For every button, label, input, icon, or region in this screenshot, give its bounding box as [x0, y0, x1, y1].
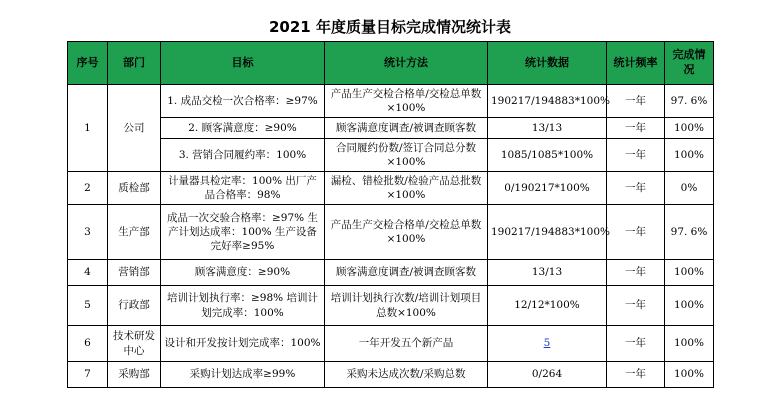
row-result: 97. 6%: [665, 205, 714, 260]
row-result: 100%: [665, 260, 714, 286]
row-result: 100%: [665, 286, 714, 326]
row-result: 100%: [665, 362, 714, 388]
row-goal: 成品一次交验合格率：≥97% 生产计划达成率：100% 生产设备完好率≥95%: [161, 205, 325, 260]
header-frequency: 统计频率: [607, 42, 665, 85]
row-method: 顾客满意度调查/被调查顾客数: [325, 260, 488, 286]
row-dept: 行政部: [108, 286, 161, 326]
table-header-row: [68, 42, 714, 85]
row-data: [488, 326, 607, 362]
row-number: 6: [68, 326, 108, 362]
header-result: 完成情况: [665, 42, 714, 85]
table-row: [68, 172, 714, 205]
row-frequency: 一年: [607, 118, 665, 139]
row-result: 100%: [665, 139, 714, 172]
row-frequency: 一年: [607, 260, 665, 286]
row-goal: 计量器具检定率：100% 出厂产品合格率：98%: [161, 172, 325, 205]
row-data: 12/12*100%: [488, 286, 607, 326]
row-goal: 顾客满意度：≥90%: [161, 260, 325, 286]
row-number: 4: [68, 260, 108, 286]
table-row: [68, 205, 714, 260]
row-goal: 2. 顾客满意度：≥90%: [161, 118, 325, 139]
row-goal: 3. 营销合同履约率：100%: [161, 139, 325, 172]
row-goal: 采购计划达成率≥99%: [161, 362, 325, 388]
row-dept: 公司: [108, 85, 161, 172]
row-method: 产品生产交检合格单/交检总单数×100%: [325, 85, 488, 118]
row-result: 97. 6%: [665, 85, 714, 118]
row-frequency: 一年: [607, 286, 665, 326]
row-data: 13/13: [488, 260, 607, 286]
row-number: 2: [68, 172, 108, 205]
table-row: [68, 139, 714, 172]
row-method: 一年开发五个新产品: [325, 326, 488, 362]
header-no: 序号: [68, 42, 108, 85]
table-row: [68, 362, 714, 388]
row-result: 100%: [665, 326, 714, 362]
row-number: 3: [68, 205, 108, 260]
row-method: 合同履约份数/签订合同总分数×100%: [325, 139, 488, 172]
row-data: 0/264: [488, 362, 607, 388]
row-frequency: 一年: [607, 362, 665, 388]
table-row: [68, 286, 714, 326]
row-data: 190217/194883*100%: [488, 205, 607, 260]
row-method: 顾客满意度调查/被调查顾客数: [325, 118, 488, 139]
header-dept: 部门: [108, 42, 161, 85]
table-row: [68, 118, 714, 139]
row-data: 0/190217*100%: [488, 172, 607, 205]
row-method: 采购未达成次数/采购总数: [325, 362, 488, 388]
row-data: 190217/194883*100%: [488, 85, 607, 118]
row-result: 100%: [665, 118, 714, 139]
table-row: [68, 85, 714, 118]
row-frequency: 一年: [607, 205, 665, 260]
row-result: 0%: [665, 172, 714, 205]
row-frequency: 一年: [607, 172, 665, 205]
header-method: 统计方法: [325, 42, 488, 85]
row-goal: 培训计划执行率：≥98% 培训计划完成率：100%: [161, 286, 325, 326]
row-number: 5: [68, 286, 108, 326]
row-frequency: 一年: [607, 139, 665, 172]
row-data: 13/13: [488, 118, 607, 139]
table-row: [68, 260, 714, 286]
row-dept: 营销部: [108, 260, 161, 286]
row-method: 培训计划执行次数/培训计划项目总数×100%: [325, 286, 488, 326]
row-dept: 采购部: [108, 362, 161, 388]
data-link[interactable]: 5: [543, 337, 551, 350]
row-dept: 技术研发中心: [108, 326, 161, 362]
table-row: [68, 326, 714, 362]
page-title: 2021 年度质量目标完成情况统计表: [269, 18, 511, 36]
row-dept: 生产部: [108, 205, 161, 260]
row-number: 1: [68, 85, 108, 172]
row-goal: 设计和开发按计划完成率：100%: [161, 326, 325, 362]
row-dept: 质检部: [108, 172, 161, 205]
header-data: 统计数据: [488, 42, 607, 85]
row-data: 1085/1085*100%: [488, 139, 607, 172]
row-goal: 1. 成品交检一次合格率：≥97%: [161, 85, 325, 118]
row-method: 产品生产交检合格单/交检总单数×100%: [325, 205, 488, 260]
header-goal: 目标: [161, 42, 325, 85]
row-frequency: 一年: [607, 326, 665, 362]
row-frequency: 一年: [607, 85, 665, 118]
quality-goals-table: [67, 41, 714, 388]
row-number: 7: [68, 362, 108, 388]
row-method: 漏检、错检批数/检验产品总批数×100%: [325, 172, 488, 205]
